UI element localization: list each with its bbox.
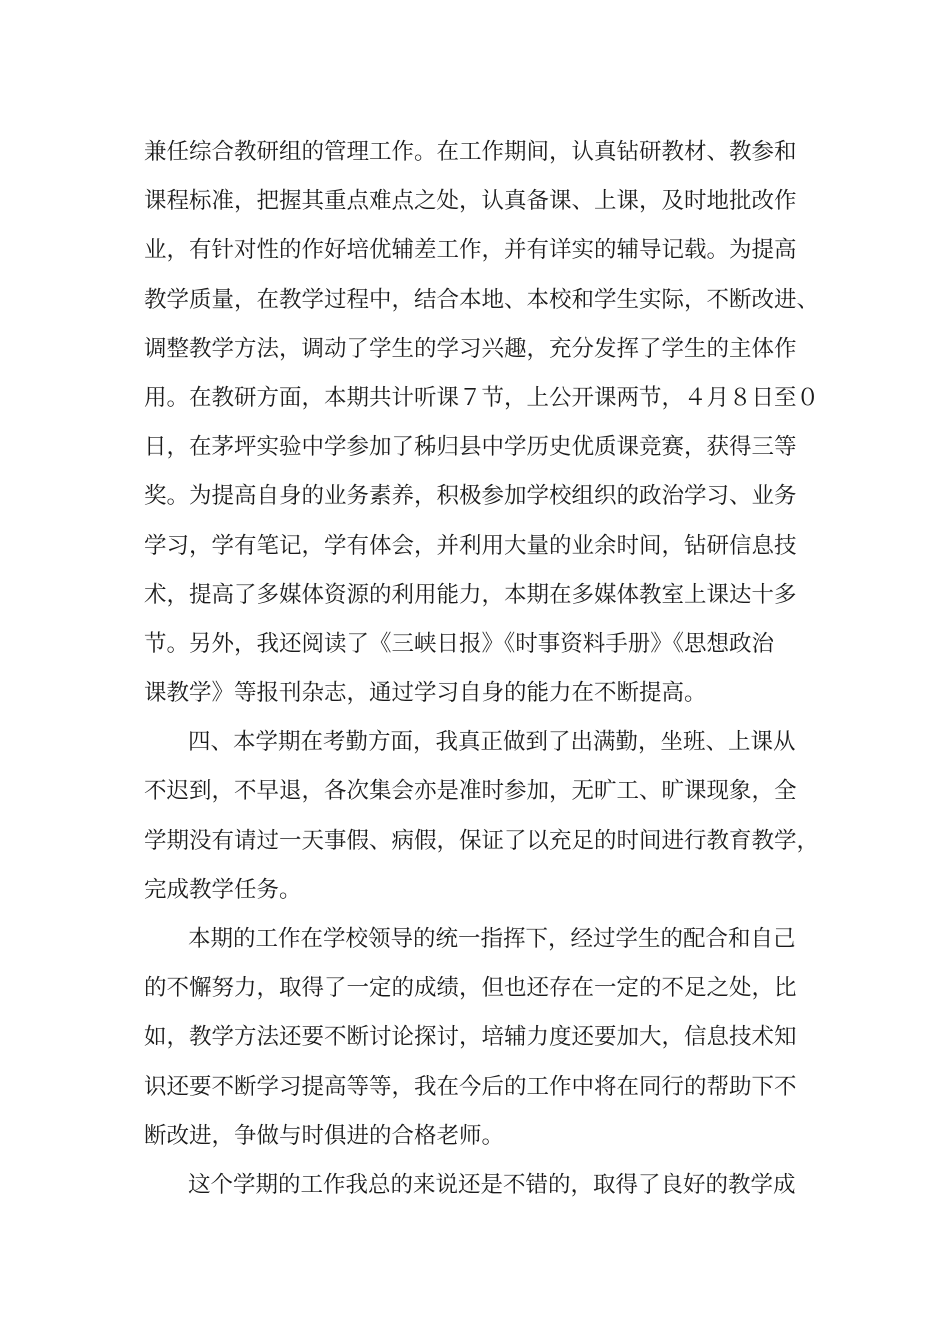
- text-line: 用。在教研方面，本期共计听课７节，上公开课两节，４月８日至０: [144, 384, 820, 411]
- text-line: 兼任综合教研组的管理工作。在工作期间，认真钻研教材、教参和: [144, 139, 797, 165]
- text-line: 业，有针对性的作好培优辅差工作，并有详实的辅导记载。为提高: [144, 237, 797, 264]
- text-line: 如，教学方法还要不断讨论探讨，培辅力度还要加大，信息技术知: [144, 1024, 797, 1051]
- text-line: 学期没有请过一天事假、病假，保证了以充足的时间进行教育教学，: [144, 827, 820, 854]
- text-line: 调整教学方法，调动了学生的学习兴趣，充分发挥了学生的主体作: [144, 335, 797, 362]
- paragraph: [144, 1161, 844, 1210]
- text-line: 课教学》等报刊杂志，通过学习自身的能力在不断提高。: [144, 680, 707, 707]
- text-line: 节。另外，我还阅读了《三峡日报》《时事资料手册》《思想政治: [144, 630, 775, 657]
- text-line: 的不懈努力，取得了一定的成绩，但也还存在一定的不足之处，比: [144, 975, 797, 1002]
- text-line: 课程标准，把握其重点难点之处，认真备课、上课，及时地批改作: [144, 188, 797, 215]
- text-line: 教学质量，在教学过程中，结合本地、本校和学生实际，不断改进、: [144, 286, 820, 313]
- document-body: [144, 128, 844, 1210]
- paragraph: [144, 915, 844, 1161]
- paragraph: [144, 128, 844, 718]
- text-line: 断改进，争做与时俱进的合格老师。: [144, 1122, 505, 1149]
- text-line: 学习，学有笔记，学有体会，并利用大量的业余时间，钻研信息技: [144, 532, 797, 559]
- text-line: 不迟到，不早退，各次集会亦是准时参加，无旷工、旷课现象，全: [144, 778, 797, 805]
- text-line: 四、本学期在考勤方面，我真正做到了出满勤，坐班、上课从: [188, 729, 796, 756]
- text-line: 这个学期的工作我总的来说还是不错的，取得了良好的教学成: [188, 1171, 796, 1198]
- text-line: 术，提高了多媒体资源的利用能力，本期在多媒体教室上课达十多: [144, 581, 797, 608]
- text-line: 奖。为提高自身的业务素养，积极参加学校组织的政治学习、业务: [144, 483, 797, 510]
- text-line: 本期的工作在学校领导的统一指挥下，经过学生的配合和自己: [188, 926, 796, 952]
- text-line: 识还要不断学习提高等等，我在今后的工作中将在同行的帮助下不: [144, 1073, 797, 1100]
- paragraph: [144, 718, 844, 915]
- text-line: 完成教学任务。: [144, 876, 302, 903]
- text-line: 日，在茅坪实验中学参加了秭归县中学历史优质课竞赛，获得三等: [144, 434, 797, 461]
